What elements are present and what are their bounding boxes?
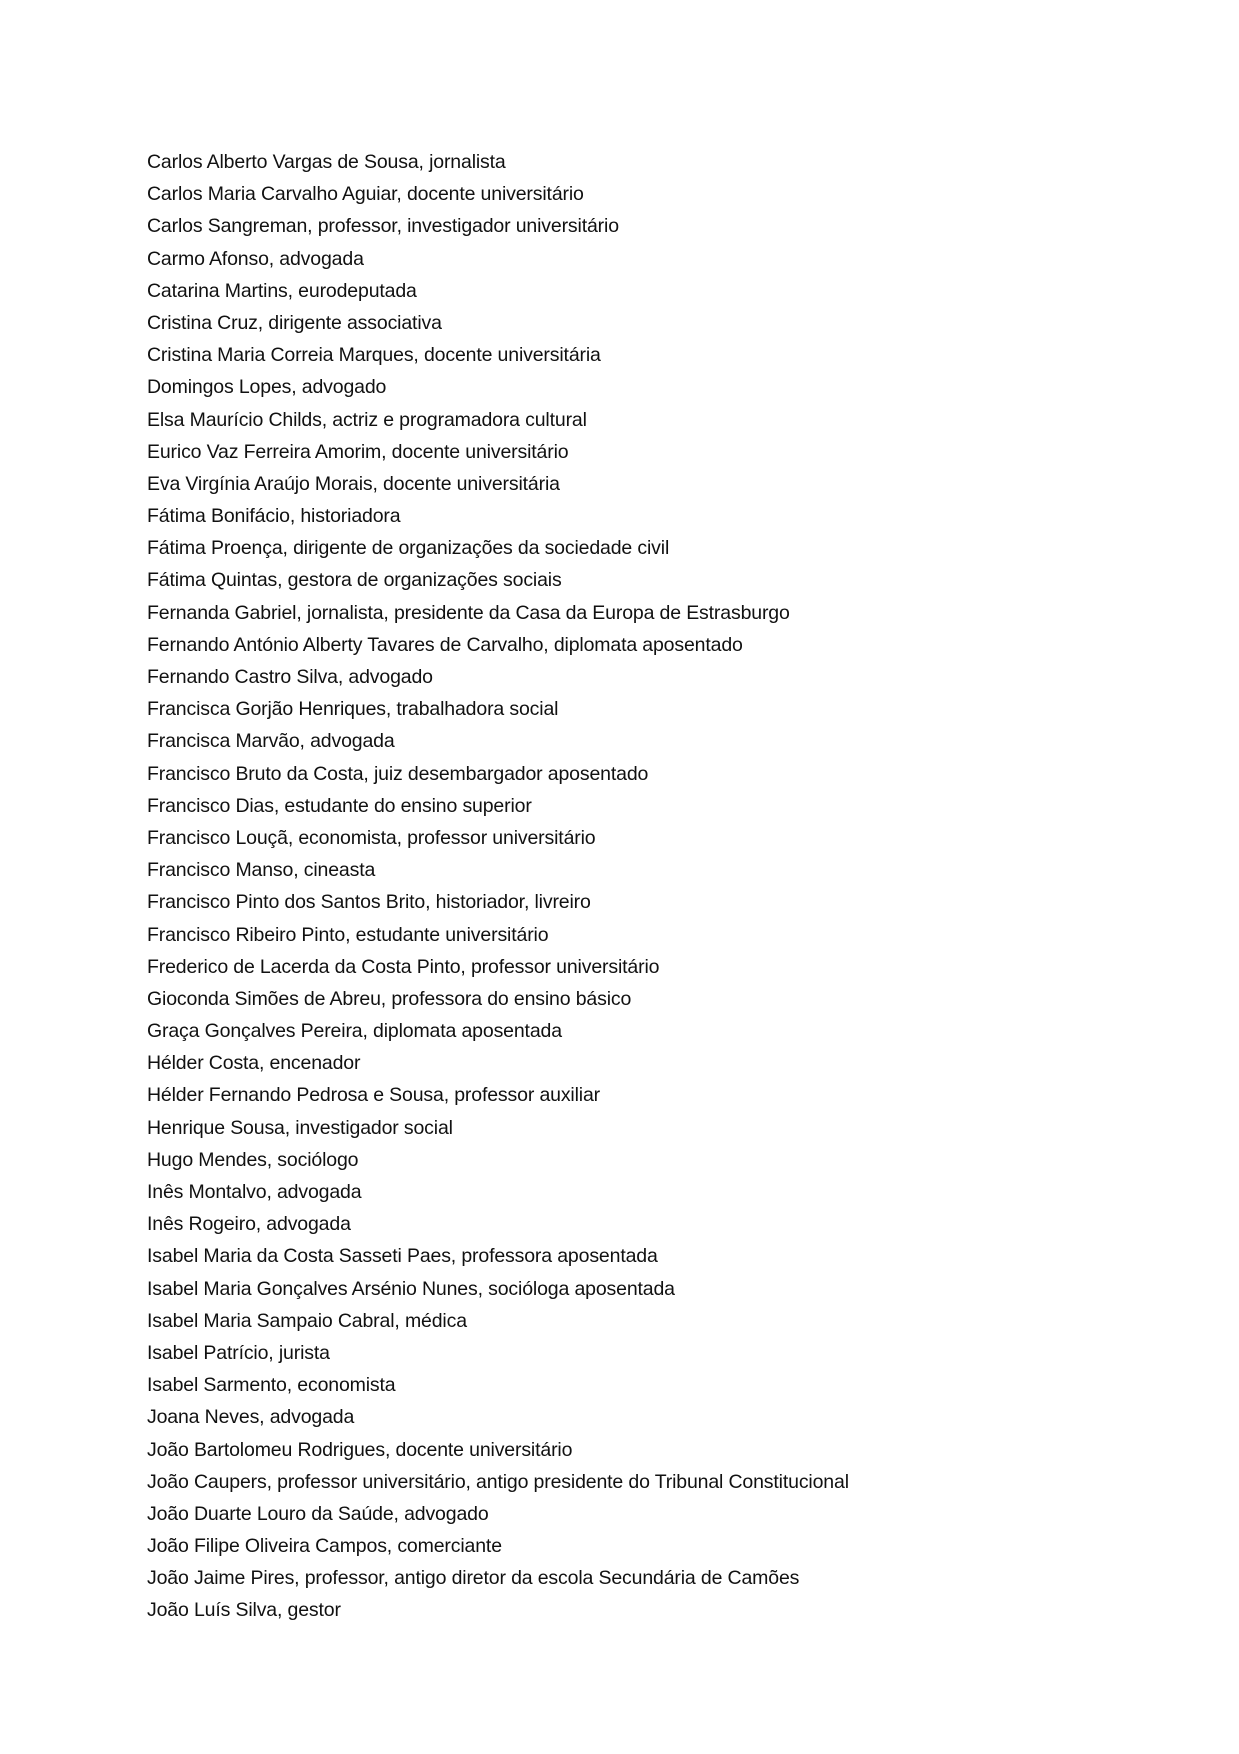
signatory-entry: Isabel Sarmento, economista [147, 1374, 396, 1397]
signatory-entry: Gioconda Simões de Abreu, professora do ensino básico [147, 987, 632, 1010]
signatory-entry: Fernando António Alberty Tavares de Carvalho, diplomata aposentado [147, 633, 743, 656]
signatory-entry: Frederico de Lacerda da Costa Pinto, professor universitário [147, 955, 660, 978]
signatory-entry: Catarina Martins, eurodeputada [147, 279, 417, 302]
signatory-entry: Cristina Cruz, dirigente associativa [147, 311, 442, 334]
signatory-entry: Hugo Mendes, sociólogo [147, 1148, 359, 1171]
signatory-entry: Francisco Ribeiro Pinto, estudante universitário [147, 923, 549, 946]
signatory-entry: Fernando Castro Silva, advogado [147, 666, 433, 688]
signatory-entry: Isabel Maria da Costa Sasseti Paes, professora aposentada [147, 1245, 658, 1268]
signatory-entry: Eurico Vaz Ferreira Amorim, docente universitário [147, 440, 569, 463]
signatory-entry: Carlos Alberto Vargas de Sousa, jornalista [147, 151, 506, 173]
signatory-entry: Francisco Manso, cineasta [147, 859, 376, 882]
signatory-entry: Francisco Louçã, economista, professor universitário [147, 826, 596, 849]
signatory-entry: Graça Gonçalves Pereira, diplomata aposentada [147, 1020, 562, 1043]
signatory-entry: Francisca Marvão, advogada [147, 730, 395, 753]
signatory-entry: Francisco Pinto dos Santos Brito, historiador, livreiro [147, 891, 591, 914]
signatory-entry: Francisco Dias, estudante do ensino superior [147, 794, 532, 817]
signatory-entry: Carlos Maria Carvalho Aguiar, docente universitário [147, 183, 584, 206]
signatory-entry: Francisco Bruto da Costa, juiz desembargador aposentado [147, 762, 649, 785]
signatory-entry: Inês Rogeiro, advogada [147, 1213, 351, 1236]
signatory-entry: Francisca Gorjão Henriques, trabalhadora social [147, 698, 559, 721]
signatory-entry: João Caupers, professor universitário, antigo presidente do Tribunal Constitucional [147, 1470, 849, 1493]
signatory-entry: Hélder Costa, encenador [147, 1052, 361, 1075]
signatory-entry: Elsa Maurício Childs, actriz e programadora cultural [147, 408, 587, 431]
signatory-entry: Isabel Maria Sampaio Cabral, médica [147, 1309, 467, 1332]
signatory-entry: Fátima Proença, dirigente de organizações da sociedade civil [147, 537, 670, 560]
signatory-entry: João Luís Silva, gestor [147, 1599, 341, 1622]
signatory-entry: Eva Virgínia Araújo Morais, docente universitária [147, 472, 560, 495]
signatory-entry: Cristina Maria Correia Marques, docente universitária [147, 344, 601, 367]
signatory-list [147, 146, 849, 1627]
signatory-entry: Joana Neves, advogada [147, 1406, 355, 1429]
signatory-entry: Isabel Maria Gonçalves Arsénio Nunes, socióloga aposentada [147, 1277, 675, 1300]
signatory-entry: João Duarte Louro da Saúde, advogado [147, 1502, 489, 1525]
signatory-entry: João Bartolomeu Rodrigues, docente universitário [147, 1438, 573, 1461]
signatory-entry: Fátima Quintas, gestora de organizações sociais [147, 569, 562, 592]
signatory-entry: Fátima Bonifácio, historiadora [147, 505, 401, 528]
signatory-entry: Isabel Patrício, jurista [147, 1341, 330, 1364]
signatory-entry: Domingos Lopes, advogado [147, 376, 387, 399]
signatory-entry: Carlos Sangreman, professor, investigador universitário [147, 215, 619, 238]
signatory-entry: João Jaime Pires, professor, antigo diretor da escola Secundária de Camões [147, 1567, 800, 1590]
signatory-entry: Carmo Afonso, advogada [147, 247, 364, 270]
signatory-entry: Fernanda Gabriel, jornalista, presidente da Casa da Europa de Estrasburgo [147, 601, 790, 624]
signatory-entry: Hélder Fernando Pedrosa e Sousa, professor auxiliar [147, 1084, 601, 1107]
signatory-entry: Inês Montalvo, advogada [147, 1181, 362, 1203]
signatory-entry: João Filipe Oliveira Campos, comerciante [147, 1535, 502, 1558]
signatory-entry: Henrique Sousa, investigador social [147, 1116, 453, 1139]
